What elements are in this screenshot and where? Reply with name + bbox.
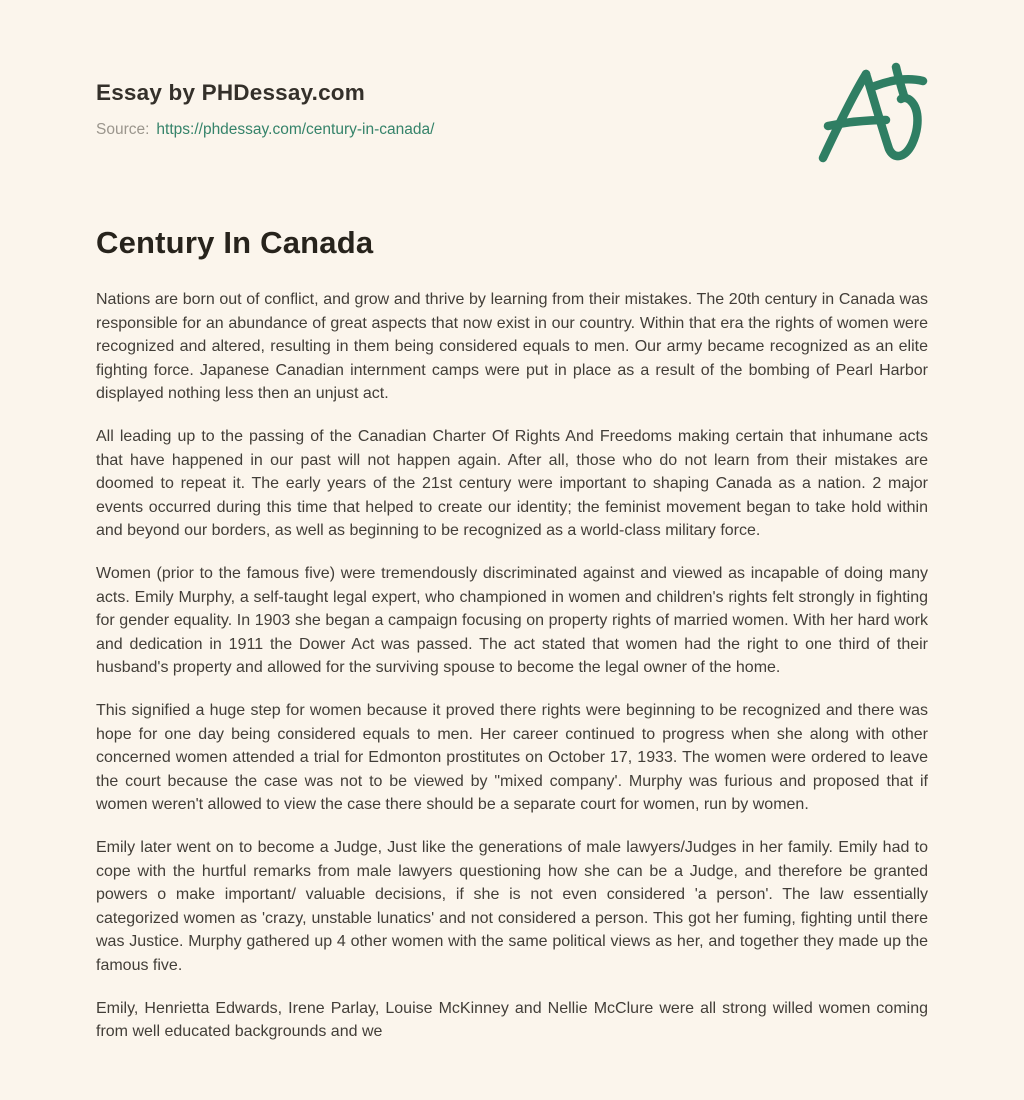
- essay-paragraph: Emily later went on to become a Judge, Just like the generations of male lawyers/Judges in her family. Emily had to cope with the hurtful remarks from male lawyers questioning how she can be a Judge, and therefore be granted powers o make important/ valuable decisions, if she is not even considered 'a person'. The law essentially categorized women as 'crazy, unstable lunatics' and not considered a person. This got her fuming, fighting until there was Justice. Murphy gathered up 4 other women with the same political views as her, and together they made up the famous five.: [96, 839, 928, 974]
- essay-paragraph: Women (prior to the famous five) were tremendously discriminated against and viewed as incapable of doing many acts. Emily Murphy, a self-taught legal expert, who championed in women and children's rights felt strongly in fighting for gender equality. In 1903 she began a campaign focusing on property rights of married women. With her hard work and dedication in 1911 the Dower Act was passed. The act stated that women had the right to one third of their husband's property and allowed for the surviving spouse to become the legal owner of the home.: [96, 565, 928, 676]
- header: [96, 80, 928, 139]
- brand-title: Essay by PHDessay.com: [96, 80, 365, 105]
- essay-paragraph: This signified a huge step for women because it proved there rights were beginning to be recognized and there was hope for one day being considered equals to men. Her career continued to progress when she along with other concerned women attended a trial for Edmonton prostitutes on October 17, 1933. The women were ordered to leave the court because the case was not to be viewed by "mixed company'. Murphy was furious and proposed that if women weren't allowed to view the case there should be a separate court for women, run by women.: [96, 702, 928, 813]
- source-line: [96, 121, 928, 139]
- essay-title: Century In Canada: [96, 225, 374, 260]
- phdessay-a-plus-logo-icon: [812, 54, 962, 169]
- essay-paragraph: Nations are born out of conflict, and grow and thrive by learning from their mistakes. The 20th century in Canada was responsible for an abundance of great aspects that now exist in our country. Within that era the rights of women were recognized and altered, resulting in them being considered equals to men. Our army became recognized as an elite fighting force. Japanese Canadian internment camps were put in place as a result of the bombing of Pearl Harbor displayed nothing less then an unjust act.: [96, 291, 928, 402]
- essay-content: [96, 225, 928, 1044]
- source-label: Source:: [96, 121, 150, 138]
- essay-paragraph: Emily, Henrietta Edwards, Irene Parlay, Louise McKinney and Nellie McClure were all strong willed women coming from well educated backgrounds and we: [96, 999, 928, 1040]
- essay-paragraph: All leading up to the passing of the Canadian Charter Of Rights And Freedoms making certain that inhumane acts that have happened in our past will not happen again. After all, those who do not learn from their mistakes are doomed to repeat it. The early years of the 21st century were important to shaping Canada as a nation. 2 major events occurred during this time that helped to create our identity; the feminist movement began to take hold within and beyond our borders, as well as beginning to be recognized as a world-class military force.: [96, 428, 928, 539]
- source-link[interactable]: https://phdessay.com/century-in-canada/: [156, 121, 435, 138]
